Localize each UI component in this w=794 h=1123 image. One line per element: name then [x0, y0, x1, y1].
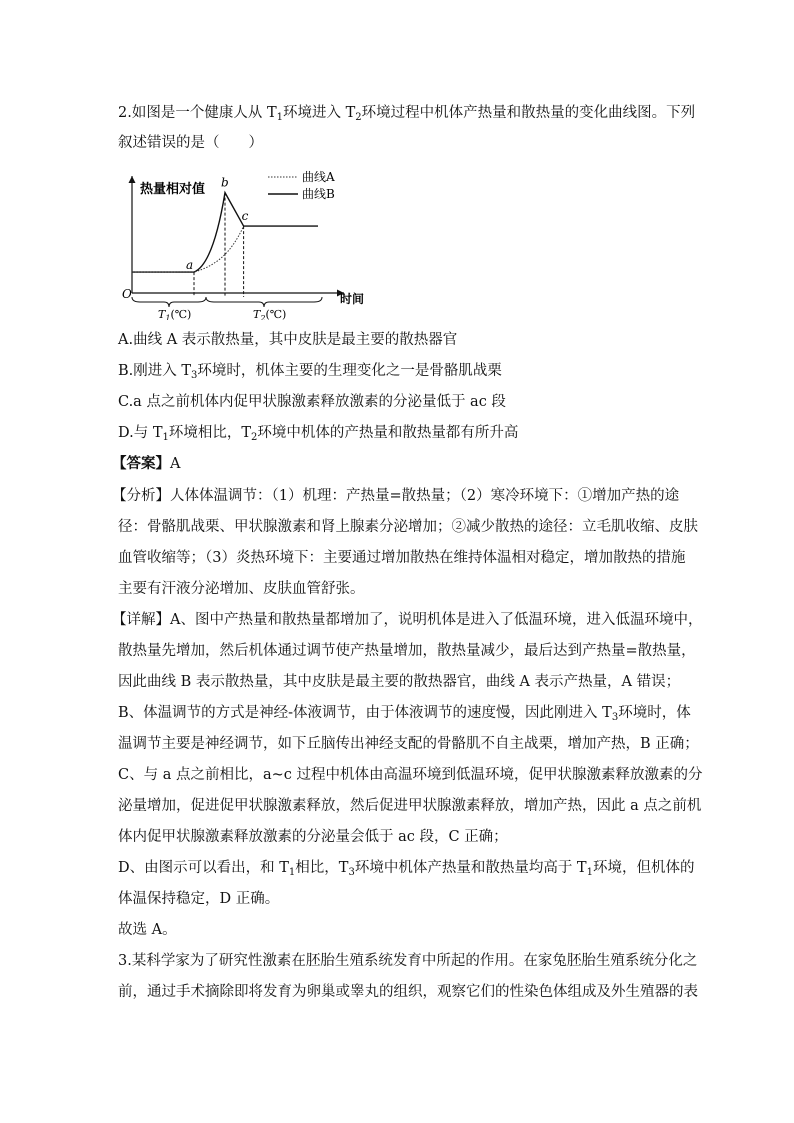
question-3-line-1: 3.某科学家为了研究性激素在胚胎生殖系统发育中所起的作用。在家兔胚胎生殖系统分化之	[118, 953, 698, 969]
detail-line-9: D、由图示可以看出，和 $T_1$相比，$T_3$环境中机体产热量和散热量均高于 $T_1$环境，但机体的	[118, 860, 695, 878]
x-axis-label: 时间	[340, 292, 365, 306]
answer-line: 【答案】A	[112, 455, 181, 472]
analysis-line-4: 主要有汗液分泌增加、皮肤血管舒张。	[118, 581, 365, 597]
y-axis-label: 热量相对值	[140, 182, 206, 197]
question-2-stem-line-2: 叙述错误的是（ ）	[118, 135, 263, 151]
point-label-b: b	[221, 175, 229, 190]
analysis-line-1: 【分析】人体体温调节：（1）机理：产热量=散热量；（2）寒冷环境下：①增加产热的途	[112, 488, 680, 504]
legend-label-curve-b: 曲线B	[302, 187, 335, 201]
guide-lines	[194, 193, 244, 297]
heat-curve-chart	[118, 168, 378, 320]
detail-line-3: 因此曲线 B 表示散热量，其中皮肤是最主要的散热器官，曲线 A 表示产热量，A 错误；	[118, 674, 681, 690]
analysis-line-2: 径：骨骼肌战栗、甲状腺激素和肾上腺素分泌增加；②减少散热的途径：立毛肌收缩、皮肤	[118, 519, 698, 535]
point-label-c: c	[241, 209, 249, 224]
detail-line-4: B、体温调节的方式是神经-体液调节，由于体液调节的速度慢，因此刚进入 $T_3$环境时，体	[118, 705, 691, 723]
analysis-line-3: 血管收缩等；（3）炎热环境下：主要通过增加散热在维持体温相对稳定，增加散热的措施	[118, 550, 686, 566]
detail-line-2: 散热量先增加，然后机体通过调节使产热量增加，散热量减少，最后达到产热量=散热量，	[118, 643, 696, 659]
point-label-a: a	[186, 258, 194, 273]
x-segment-label-t1: $T_1(℃)$	[158, 308, 192, 320]
detail-line-7: 泌量增加，促进促甲状腺激素释放，然后促进甲状腺激素释放，增加产热，因此 a 点之前机	[118, 798, 702, 814]
option-d: D.与 $T_1$环境相比，$T_2$环境中机体的产热量和散热量都有所升高	[118, 425, 519, 443]
option-c: C.a 点之前机体内促甲状腺激素释放激素的分泌量低于 ac 段	[118, 394, 506, 410]
legend-label-curve-a: 曲线A	[302, 170, 335, 184]
detail-line-10: 体温保持稳定，D 正确。	[118, 891, 280, 907]
question-3-line-2: 前，通过手术摘除即将发育为卵巢或睾丸的组织，观察它们的性染色体组成及外生殖器的表	[118, 984, 698, 1000]
question-2-stem-line-1: 2.如图是一个健康人从 $T_1$环境进入 $T_2$环境过程中机体产热量和散热量的变化曲线图。下列	[118, 105, 696, 123]
option-a: A.曲线 A 表示散热量，其中皮肤是最主要的散热器官	[118, 332, 458, 348]
x-segment-label-t2: $T_2(℃)$	[253, 308, 287, 320]
x-segment-brace-t2	[206, 297, 322, 320]
option-b: B.刚进入 $T_3$环境时，机体主要的生理变化之一是骨骼肌战栗	[118, 363, 502, 381]
origin-label: O	[122, 287, 132, 301]
detail-line-1: 【详解】A、图中产热量和散热量都增加了，说明机体是进入了低温环境，进入低温环境中，	[112, 612, 703, 628]
detail-line-6: C、与 a 点之前相比，a~c 过程中机体由高温环境到低温环境，促甲状腺激素释放激素的分	[118, 767, 703, 783]
x-segment-brace-t1	[132, 297, 206, 320]
detail-line-5: 温调节主要是神经调节，如下丘脑传出神经支配的骨骼肌不自主战栗，增加产热，B 正确；	[118, 736, 699, 752]
detail-line-8: 体内促甲状腺激素释放激素的分泌量会低于 ac 段，C 正确；	[118, 829, 508, 845]
conclusion-line: 故选 A。	[118, 922, 177, 938]
